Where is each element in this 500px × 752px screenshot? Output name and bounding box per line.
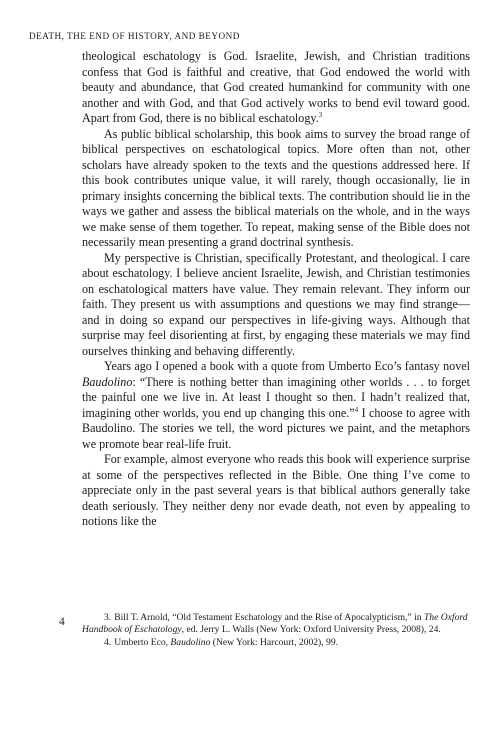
italic-title: The Oxford Handbook of Eschatology [82,612,468,636]
italic-title: Baudolino [170,636,211,648]
text-run: As public biblical scholarship, this book aims to survey the broad range of biblical perspectives on eschatological topics. More often than not, other scholars have already spoken to the texts and the questions addressed here. If this book contributes unique value, it will rarely, though occasionally, lie in primary insights concerning the biblical texts. The contribution should lie in the ways we gather and assess the biblical materials on the whole, and in the ways we make sense of them together. To repeat, making sense of the Bible does not necessarily mean presenting a grand doctrinal synthesis. [82,126,470,249]
text-run: : “There is nothing better than imagining other worlds . . . to forget the painful one we live in. At least I thought so then. I hadn’t realized that, imagining other worlds, you end up changing this one.” [82,374,470,420]
text-run: My perspective is Christian, specifically Protestant, and theological. I care about eschatology. I believe ancient Israelite, Jewish, and Christian testimonies on eschatological matters have value. They remain relevant. They inform our faith. They present us with assumptions and questions we may find strange—and in doing so expand our perspectives in life-giving ways. Although that surprise may feel disorienting at first, by engaging these materials we may find ourselves thinking and behaving differently. [82,250,470,358]
italic-title: Baudolino [82,374,133,389]
page-number: 4 [59,616,65,628]
paragraph [82,127,470,251]
paragraph [82,452,470,530]
text-run: Years ago I opened a book with a quote from Umberto Eco’s fantasy novel [104,359,470,373]
footnote-reference: 4 [354,405,359,414]
footnote [82,612,470,637]
paragraph [82,251,470,360]
text-run: (New York: Harcourt, 2002), 99. [210,636,339,648]
footnotes [82,612,470,649]
text-run: I choose to agree with Baudolino. The stories we tell, the word pictures we paint, and the metaphors we promote bear real-life fruit. [82,405,470,451]
footnote-reference: 3 [318,111,323,119]
footnote [82,637,470,649]
text-run: , ed. Jerry L. Walls (New York: Oxford University Press, 2008), 24. [181,624,441,636]
paragraph [82,49,470,127]
paragraph [82,359,470,452]
text-run: Bill T. Arnold, “Old Testament Eschatology and the Rise of Apocalypticism,” in [114,612,424,623]
running-head: DEATH, THE END OF HISTORY, AND BEYOND [29,31,240,41]
body-text [82,49,470,530]
footnote-number: 4. [104,636,112,648]
footnote-number: 3. [104,612,112,623]
text-run: theological eschatology is God. Israelite, Jewish, and Christian traditions confess that God is faithful and creative, that God endowed the world with beauty and abundance, that God created humankind for community with one another and with God, and that God actively works to bend evil toward good. Apart from God, there is no biblical eschatology. [82,49,470,125]
text-run: For example, almost everyone who reads this book will experience surprise at some of the perspectives reflected in the Bible. One thing I’ve come to appreciate only in the past several years is that biblical authors generally take death seriously. They neither deny nor evade death, not even by appealing to notions like the [82,452,470,528]
text-run: Umberto Eco, [114,636,171,648]
